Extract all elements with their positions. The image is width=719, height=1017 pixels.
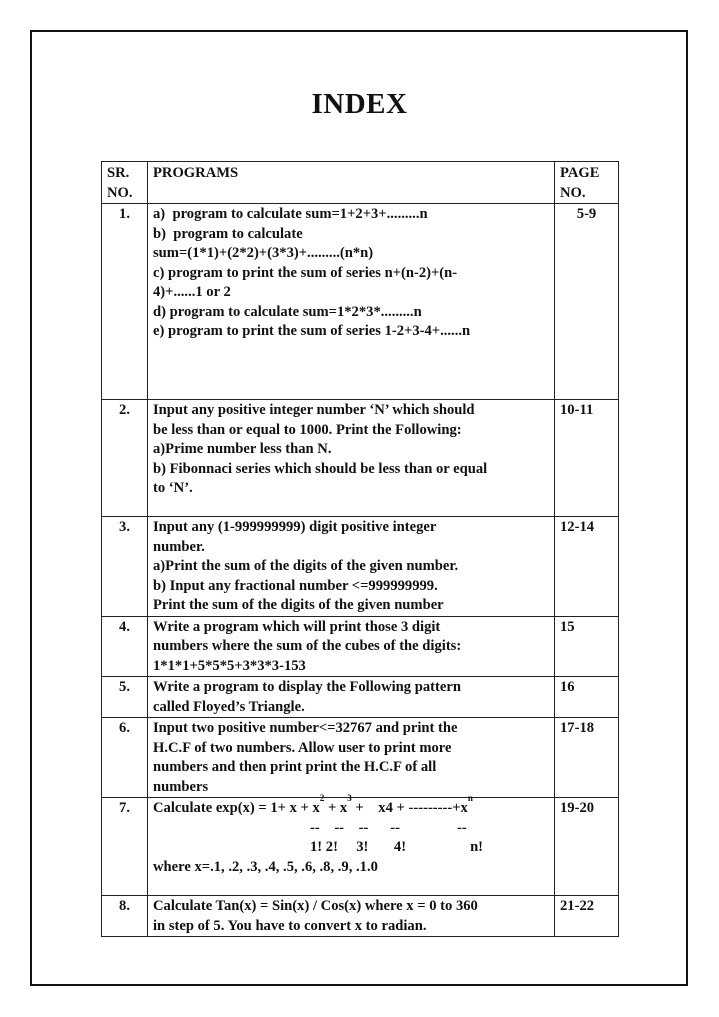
program-description: Calculate Tan(x) = Sin(x) / Cos(x) where x = 0 to 360 in step of 5. You have to convert x to radian. — [148, 896, 555, 937]
program-description: Write a program which will print those 3 digit numbers where the sum of the cubes of the digits: 1*1*1+5*5*5+3*3*3-153 — [148, 616, 555, 677]
page-number: 21-22 — [555, 896, 619, 937]
program-description: a) program to calculate sum=1+2+3+.........n b) program to calculate sum=(1*1)+(2*2)+(3*3)+.........(n*n) c) program to print the sum of series n+(n-2)+(n- 4)+......1 or 2 d) program to calculate sum=1*2*3*.........n e) program to print the sum of series 1-2+3-4+......n — [148, 204, 555, 400]
program-description: Calculate $\exp(x) = 1+ x + x^2 + x^3$ + $x4 + ---------+x^n$ -- -- -- -- -- 1! 2! 3! 4! n! where x=.1, .2, .3, .4, .5, .6, .8, .9, .1.0 — [148, 798, 555, 896]
page-number: 15 — [555, 616, 619, 677]
table-row — [102, 798, 619, 896]
program-description: Write a program to display the Following pattern called Floyed’s Triangle. — [148, 677, 555, 718]
index-table — [101, 161, 619, 937]
row-number: 5. — [102, 677, 148, 718]
table-row — [102, 896, 619, 937]
row-number: 4. — [102, 616, 148, 677]
table-header-row — [102, 162, 619, 204]
exp-factorials: 1! 2! 3! 4! n! — [310, 839, 484, 855]
page-number: 5-9 — [555, 204, 619, 400]
table-row — [102, 204, 619, 400]
row-number: 2. — [102, 400, 148, 517]
header-programs: PROGRAMS — [148, 162, 555, 204]
header-page-no: PAGE NO. — [555, 162, 619, 204]
page-number: 16 — [555, 677, 619, 718]
table-row — [102, 400, 619, 517]
row-number: 7. — [102, 798, 148, 896]
exp-denominator-dashes: -- -- -- -- -- — [310, 819, 467, 836]
table-row — [102, 718, 619, 798]
table-row — [102, 677, 619, 718]
program-description: Input two positive number<=32767 and print the H.C.F of two numbers. Allow user to print more numbers and then print print the H.C.F of all numbers — [148, 718, 555, 798]
row-number: 3. — [102, 517, 148, 617]
table-row — [102, 616, 619, 677]
exp-formula: Calculate $\exp(x) = 1+ x + x^2 + x^3$ + $x4 + ---------+x^n$ — [153, 793, 473, 816]
page-number: 19-20 — [555, 798, 619, 896]
program-description: Input any positive integer number ‘N’ which should be less than or equal to 1000. Print the Following: a)Prime number less than N. b) Fibonnaci series which should be less than or equal to ‘N’. — [148, 400, 555, 517]
row-number: 8. — [102, 896, 148, 937]
table-row — [102, 517, 619, 617]
program-description: Input any (1-999999999) digit positive integer number. a)Print the sum of the digits of the given number. b) Input any fractional number <=999999999. Print the sum of the digits of the given number — [148, 517, 555, 617]
page-number: 12-14 — [555, 517, 619, 617]
page-number: 10-11 — [555, 400, 619, 517]
header-sr-no: SR. NO. — [102, 162, 148, 204]
row-number: 6. — [102, 718, 148, 798]
row-number: 1. — [102, 204, 148, 400]
page-title: INDEX — [311, 88, 408, 120]
page-number: 17-18 — [555, 718, 619, 798]
